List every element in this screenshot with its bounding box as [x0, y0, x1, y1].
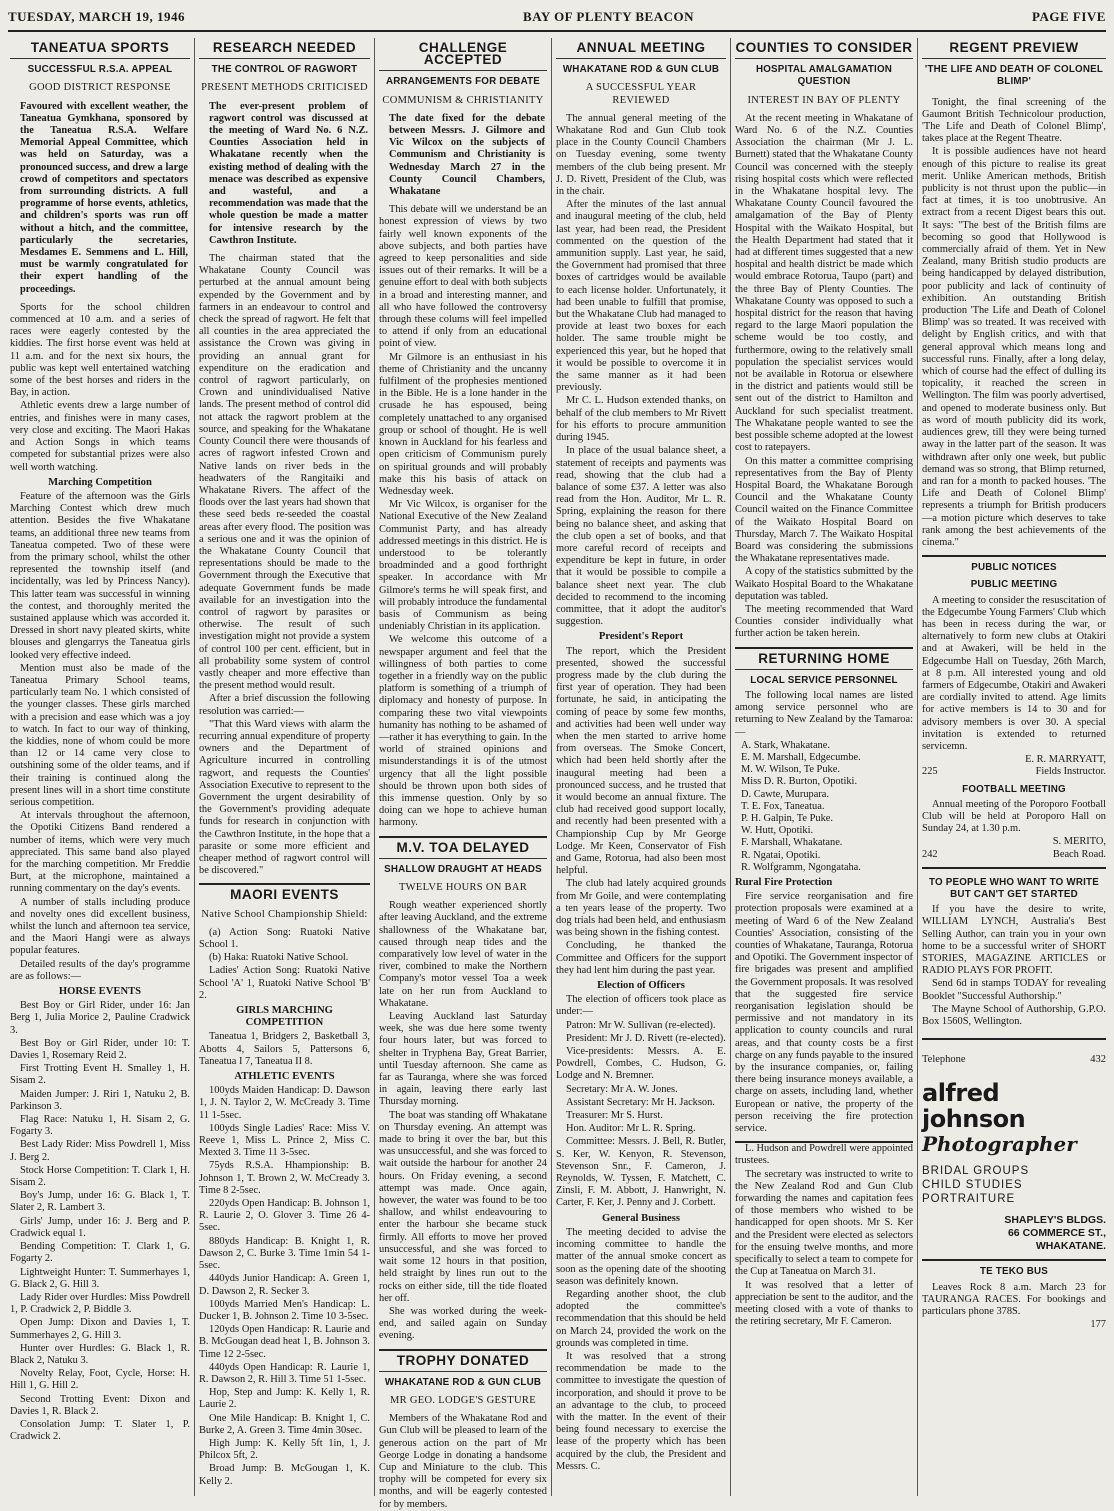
paragraph: We welcome this outcome of a newspaper argument and feel that the willingness of both parties to come together in a friendly way on the public platform is something of a triumph of diplomacy and honesty of purpose. In comparing these two vital viewpoints humanity has nothing to be ashamed of—rather it has everything to gain. In the world of strained opinions and misunderstandings it is of the utmost urgency that all the light possible should be thrown upon both sides of this immense question. Only by so doing can we hope to achieve human harmony. — [379, 634, 547, 829]
paragraph: Mr Vic Wilcox, is organiser for the National Executive of the New Zealand Communist Party, and has already addressed meetings in this district. He is understood to be tolerantly broadminded and a good forthright speaker. In accordance with Mr Gilmore's terms he will speak first, and will probably introduce the fundamental basis of Communism as being undeniably Christian in its application. — [379, 499, 547, 633]
officer-item: Secretary: Mr A. W. Jones. — [566, 1083, 678, 1095]
section-heading: GIRLS MARCHING COMPETITION — [236, 1005, 333, 1029]
result-item: 880yds Handicap: B. Knight 1, R. Dawson 2, C. Burke 3. Time 1min 54 1-5sec. — [199, 1235, 370, 1272]
telephone-label: Telephone — [922, 1054, 966, 1066]
signature-role: Beach Road. — [1052, 848, 1106, 860]
subheadline: COMMUNISM & CHRISTIANITY — [382, 94, 544, 106]
intro-paragraph: The ever-present problem of ragwort control was discussed at the meeting of Ward No. 6 N.Z. Counties Association held in Whakatane recently when the existing method of dealing with the menace was described as expensive and wasteful, and a recommendation was made that the whole question be made a matter for intensive research by the Cawthron Institute. — [209, 100, 368, 246]
paragraph: Feature of the afternoon was the Girls Marching Contest which drew much attention. Besides the five Whakatane teams, an additional three new teams from Taneatua competed. Two of these were from the primary school, whilst the other represented the township itself (and incidentally, was led by Princess Nancy). This latter team was successful in winning the contest, and thoroughly merited the sustained applause which was accorded it. Dressed in short navy pleated skirts, white blouses and glengarrys the Taneatua girls looked very effective indeed. — [10, 490, 190, 661]
paragraph: This debate will we understand be an honest expression of views by two fairly well known exponents of the above subjects, and both parties have agreed to keep personalities and side issues out of their remarks. It will be a genuine effort to deal with both subjects in a broad and interesting manner, and all who have followed the controversy through these colums will feel impelled to attend if only from an educational point of view. — [379, 204, 547, 350]
result-item: Best Boy or Girl Rider, under 16: Jan Berg 1, Julia Morice 2, Pauline Cradwick 3. — [10, 1000, 190, 1036]
subheadline: WHAKATANE ROD & GUN CLUB — [562, 64, 720, 76]
signature-role: Fields Instructor. — [1035, 766, 1106, 778]
paragraph: The club had lately acquired grounds from Mr Goile, and were contemplating a ten years lease of the property. Two dog trials had been held, and enthusiasm was being shown in the fishing contest. — [556, 878, 726, 939]
list-item: E. M. Marshall, Edgecumbe. — [741, 751, 861, 763]
list-item: A. Stark, Whakatane. — [741, 739, 830, 751]
result-item: Second Trotting Event: Dixon and Davies 1, R. Black 2. — [10, 1393, 190, 1417]
advertised-services — [922, 1164, 1106, 1206]
officer-item: Treasurer: Mr S. Hurst. — [566, 1110, 663, 1122]
list-item: F. Marshall, Whakatane. — [741, 837, 843, 849]
headline: CHALLENGE ACCEPTED — [379, 42, 547, 71]
intro-paragraph: The date fixed for the debate between Messrs. J. Gilmore and Vic Wilcox on the subjects of Communism and Christianity is Wednesday March 27 in the County Council Chambers, Whakatane — [389, 112, 545, 198]
paragraph: Detailed results of the day's programme are as follows:— — [10, 958, 190, 982]
address-line: WHAKATANE. — [1035, 1240, 1106, 1253]
result-item: Best Boy or Girl Rider, under 10: T. Davies 1, Rosemary Reid 2. — [10, 1037, 190, 1062]
result-item: Stock Horse Competition: T. Clark 1, H. Sisam 2. — [10, 1164, 190, 1189]
result-item: 100yds Married Men's Handicap: L. Ducker 1, B. Johnson 2. Time 10 3-5sec. — [199, 1298, 370, 1322]
subheadline: MR GEO. LODGE'S GESTURE — [390, 1394, 536, 1406]
column-rule — [551, 38, 552, 1496]
list-item: M. W. Wilson, Te Puke. — [741, 764, 840, 776]
result-item: Boy's Jump, under 16: G. Black 1, T. Slater 2, R. Lambert 3. — [10, 1190, 190, 1214]
section-heading: Election of Officers — [597, 980, 685, 992]
paragraph: Rough weather experienced shortly after leaving Auckland, and the extreme shallowness of the Whakatane bar, caused through neap tides and the comparatively low level of water in the river, combined to make the Northern Company's motor vessel Toa a week late on her run from Auckland to Whakatane. — [379, 900, 547, 1009]
list-item: P. H. Galpin, Te Puke. — [741, 812, 834, 824]
paragraph: Mr C. L. Hudson extended thanks, on behalf of the club members to Mr Rivett for his efforts to procure ammunition during 1945. — [556, 395, 726, 444]
section-heading: Rural Fire Protection — [735, 877, 833, 888]
notice-number: 177 — [1090, 1319, 1106, 1331]
result-item: High Jump: K. Kelly 5ft 1in, 1, J. Philcox 5ft, 2. — [199, 1437, 370, 1462]
result-item: Consolation Jump: T. Slater 1, P. Cradwick 2. — [10, 1418, 190, 1443]
headline: COUNTIES TO CONSIDER — [735, 42, 913, 59]
list-item: Miss D. R. Burton, Opotiki. — [741, 776, 858, 788]
masthead-page: PAGE FIVE — [1032, 9, 1106, 24]
column-counties-to-consider — [735, 38, 913, 1498]
result-item: Girls' Jump, under 16: J. Berg and P. Cradwick equal 1. — [10, 1215, 190, 1239]
paragraph: A number of stalls including produce and novelty ones did excellent business, whilst the lunch and afternoon tea service, and the Maori Hangi were as always popular features. — [10, 896, 190, 957]
headline: RETURNING HOME — [735, 653, 913, 670]
column-research-needed — [199, 38, 370, 1498]
subheadline: GOOD DISTRICT RESPONSE — [29, 82, 171, 94]
headline: TANEATUA SPORTS — [10, 42, 190, 59]
result-item: Novelty Relay, Foot, Cycle, Horse: H. Hill 1, G. Hill 2. — [10, 1368, 190, 1392]
service-item: CHILD STUDIES — [922, 1179, 1023, 1192]
result-item: Bending Competition: T. Clark 1, G. Fogarty 2. — [10, 1241, 190, 1265]
list-item: R. Wolfgramm, Ngongataha. — [741, 861, 861, 873]
paragraph: It was resolved that a letter of appreciation be sent to the auditor, and the meeting closed with a vote of thanks to the retiring secretary, Mr F. Cameron. — [735, 1279, 913, 1328]
result-item: Best Lady Rider: Miss Powdrell 1, Miss J. Berg 2. — [10, 1139, 190, 1163]
paragraph: The report, which the President presented, showed the successful progress made by the club during the first year of operation. They had been fortunate, he said, in anticipating the coming of peace by some few months, and activities had been well under way when the men started to arrive home from overseas. The Smoke Concert, which had been held shortly after the inaugural meeting had been a pronounced success, and he trusted that it would become an annual fixture. The club had received good support locally, and recently had been presented with a Championship Cup by Mr George Lodge. Mr Keen, Conservator of Fish and Game, Rotorua, had also been most helpful. — [556, 645, 726, 877]
paragraph: Sports for the school children commenced at 10 a.m. and a series of races were eagerly contested by the kiddies. The first horse event was held at 11 a.m. and for the next six hours, the public was kept well entertained watching some of the best horses and riders in the Bay, in action. — [10, 301, 190, 399]
paragraph: It is possible audiences have not heard enough of this picture to realise its great merit. Unlike American methods, British publicity is not thrust upon the public—in fact at times, it is too unobtrusive. An extract from a recent Digest bears this out. It says: "The best of the British films are becoming so good that Hollywood is commercially afraid of them. Yet in New Zealand, many British studio products are being handicapped by delayed distribution, poor publicity and lack of continuity of exhibition. An outstanding British production 'The Life and Death of Colonel Blimp' was so treated. It was received with delight by English critics, and with that general approval which means long and successful runs. Finally, after a long delay, which of course had the effect of dulling its topicality, it reached the screen in Wellington. The film was poorly advertised, and opened to moderate business only. But as word of mouth publicity did its work, audiences grew, till they were being turned away in the latter part of the season. It was withdrawn after only one week, but public demand was so strong, that Blimp returned, and ran for a month to packed houses. 'The Life and Death of Colonel Blimp' represents a triumph for British producers—a motion picture which deserves to take rank among the best achievements of the cinema." — [922, 146, 1106, 548]
column-annual-meeting — [556, 38, 726, 1498]
result-item: 440yds Junior Handicap: A. Green 1, D. Dawson 2, R. Secker 3. — [199, 1273, 370, 1297]
paragraph: The Mayne School of Authorship, G.P.O. Box 1560S, Wellington. — [922, 1003, 1106, 1028]
result-item: Hunter over Hurdles: G. Black 1, R. Black 2, Natuku 3. — [10, 1342, 190, 1366]
result-item: Open Jump: Dixon and Davies 1, T. Summerhayes 2, G. Hill 3. — [10, 1317, 190, 1341]
paragraph: "That this Ward views with alarm the recurring annual expenditure of property owners and the Department of Agriculture incurred in controlling ragwort, and requests the Counties' Association Executive to represent to the Government the urgent desirability of the Government's providing adequate funds for research in conjunction with the Cawthron Institute, in the hope that a parasite or some more efficient and cheaper method of ragwort control will be discovered." — [199, 718, 370, 877]
notice-title: PUBLIC MEETING — [970, 579, 1058, 591]
notice-title: FOOTBALL MEETING — [962, 783, 1066, 795]
advertiser-name: alfred johnson — [922, 1079, 1026, 1134]
section-heading: Marching Competition — [48, 476, 152, 488]
paragraph: (b) Haka: Ruatoki Native School. — [209, 952, 349, 964]
notices-heading: PUBLIC NOTICES — [971, 562, 1057, 574]
paragraph: Annual meeting of the Poroporo Football Club will be held at Poroporo Hall on Sunday 24, at 1.30 p.m. — [922, 798, 1106, 835]
list-item: T. E. Fox, Taneatua. — [741, 800, 825, 812]
headline: TROPHY DONATED — [379, 1355, 547, 1372]
result-item: One Mile Handicap: B. Knight 1, C. Burke 2, A. Green 3. Time 4min 30sec. — [199, 1412, 370, 1436]
paragraph: Tonight, the final screening of the Gaumont British Technicolour production, 'The Life and Death of Colonel Blimp', takes place at the Regent Theatre. — [922, 96, 1106, 145]
headline: REGENT PREVIEW — [922, 42, 1106, 59]
result-item: Hop, Step and Jump: K. Kelly 1, R. Laurie 2. — [199, 1387, 370, 1411]
paragraph: After the minutes of the last annual and inaugural meeting of the club, held last year, had been read, the President commented on the question of the ammunition supply. Last year, he said, the Government had promised that three boxes of cartridges would be available to each license holder. Unfortunately, it had been unable to fulfill that promise, but the Whakatane Club had managed to provide at least two boxes for each holder. The same trouble might be experienced this year, but he hoped that it would be possible to overcome it in the same manner as it had been previously. — [556, 199, 726, 394]
telephone-number: 432 — [1090, 1054, 1106, 1066]
column-rule — [917, 38, 918, 1496]
section-heading: President's Report — [598, 631, 684, 643]
ad-heading: TE TEKO BUS — [979, 1266, 1049, 1278]
section-heading: ATHLETIC EVENTS — [234, 1071, 335, 1083]
advertiser-address — [922, 1214, 1106, 1253]
notice-number: 242 — [922, 848, 938, 860]
paragraph: (a) Action Song: Ruatoki Native School 1. — [199, 926, 370, 951]
section-heading: General Business — [602, 1212, 680, 1224]
paragraph: At the recent meeting in Whakatane of Ward No. 6 of the N.Z. Counties Association the chairman (Mr J. L. Burnett) stated that the Whakatane County Council was concerned with the steeply rising hospital costs which were reflected in the Whakatane hospital levy. The Whakatane County Council favoured the amalgamation of the Bay of Plenty Hospital with the Waikato Hospital, but the Health Department had stated that it had at different times suggested that a new hospital and health district be made which would embrace Rotorua, Taupo (part) and the three Bay of Plenty Counties. The Whakatane County was opposed to such a hospital district for the reason that having regard to the large Maori population the scheme would be too costly, and furthermore, owing to the relatively small population the specialist services would not be available in Rotorua or elsewhere in the district and patients would still be sent out of the district to Hamilton and Auckland for such specialist treatment. The Whakatane people wanted to see the best possible scheme adopted at the lowest cost to ratepayers. — [735, 112, 913, 454]
result-item: 220yds Open Handicap: B. Johnson 1, R. Laurie 2, O. Glover 3. Time 26 4-5sec. — [199, 1198, 370, 1234]
paragraph: Athletic events drew a large number of entries, and finishes were in many cases, very close and exciting. The Maori Hakas and Action Songs in which teams competed for substantial prizes were also well worth watching. — [10, 400, 190, 473]
paragraph: It was resolved that a strong recommendation be made to the committee to investigate the question of incorporation, and should it prove to be an advantage to the club, to proceed with the matter. In the event of their being found necessary to exercise the lease of the property which has been acquired by the club, the President and Messrs. C. — [556, 1350, 726, 1472]
paragraph: She was worked during the week-end, and sailed again on Sunday evening. — [379, 1305, 547, 1342]
column-rule — [730, 38, 731, 1496]
personnel-list — [735, 740, 913, 874]
officer-item: Committee: Messrs. J. Bell, R. Butler, S. Ker, W. Kenyon, R. Stevenson, Stevenson Snr., F. Cameron, J. Reynolds, W. Tyssen, F. Matchett, C. Zinsli, F. M. Abbott, J. Hanwright, N. Carter, F. Ker, J. Penny and J. Corbett. — [556, 1136, 726, 1209]
paragraph: The chairman stated that the Whakatane County Council was perturbed at the annual amount being expended by the Government and by farmers in an endeavour to control and check the spread of ragwort. He felt that all counties in the area appreciated the assistance the Crown was giving in providing an annual grant for expenditure on the eradication and control of ragwort particularly, on Crown and unindividualised Native lands. The present method of control did not attack the ragwort problem at the source, and speaking for the Whakatane County Council there were thousands of acres of ragwort infested Crown and Native lands on river beds in the headwaters of the Rangitaiki and Whakatane Rivers. The affect of the floods over the last years had shown that these seed beds re-seeded the coastal areas after every flood. The position was a serious one and it was the opinion of the Whakatane County Council that representations should be made to the Government through the Executive that adequate Government funds be made available for an investigation into the control of ragwort by parasites or otherwise. The result of such investigation might not provide a system of control 100 per cent. efficient, but in all probability some system of control vastly cheaper and more effective than the present method would result. — [199, 253, 370, 692]
paragraph: Regarding another shoot, the club adopted the committee's recommendation that this should be held on March 24, provided the work on the grounds was completed in time. — [556, 1288, 726, 1349]
headline: M.V. TOA DELAYED — [379, 842, 547, 859]
subheadline: Native School Championship Shield: — [201, 908, 368, 920]
paragraph: Leaves Rock 8 a.m. March 23 for TAURANGA RACES. For bookings and particulars phone 378S. — [922, 1281, 1106, 1318]
result-item: 120yds Open Handicap: R. Laurie and B. McGougan dead heat 1, B. Johnson 3. Time 12 2-5sec. — [199, 1324, 370, 1360]
result-item: 440yds Open Handicap: R. Laurie 1, R. Dawson 2, R. Hill 3. Time 51 1-5sec. — [199, 1361, 370, 1385]
paragraph: In place of the usual balance sheet, a statement of receipts and payments was read, showing that the club had a balance of some £37. A letter was also read from the Hon. Auditor, Mr L. R. Spring, explaining the reason for there being no balance sheet, and asking that the club open a set of books, and that more careful record of receipts and expenditure be kept in future, in order that it would be possible to compile a balance sheet next year. The club decided to recommend to the incoming committee, that it adopt the auditor's suggestion. — [556, 445, 726, 628]
list-item: D. Cawte, Murupara. — [741, 788, 830, 800]
subheadline: TWELVE HOURS ON BAR — [398, 882, 528, 893]
list-item: R. Ngatai, Opotiki. — [741, 849, 821, 861]
service-item: PORTRAITURE — [922, 1193, 1016, 1206]
subheadline: HOSPITAL AMALGAMATION QUESTION — [755, 64, 893, 88]
headline: ANNUAL MEETING — [556, 42, 726, 59]
paragraph: At intervals throughout the afternoon, the Opotiki Citizens Band rendered a number of items, which were very much appreciated. This same band also played for the marching competition. Mr Freddie Burt, at the microphone, maintained a running commentary on the day's events. — [10, 810, 190, 895]
masthead — [8, 4, 1106, 32]
result-item: 75yds R.S.A. Hhampionship: B. Johnson 1, T. Brown 2, W. McCready 3. Time 8 2-5sec. — [199, 1160, 370, 1196]
paragraph: The boat was standing off Whakatane on Thursday evening. An attempt was made to bring it over the bar, but this was unsuccessful, and she was forced to wait outside the harbour for another 24 hours. On Friday evening, a second attempt was made. Once again, however, the water was found to be too shallow, and whilst endeavouring to enter the harbour she became stuck firmly. All efforts to move her proved unsuccessful, and she was forced to wait some 12 hours in that position, held straight by lines run out to the rocks on either side, till the tide floated her off. — [379, 1109, 547, 1304]
paragraph: Mention must also be made of the Taneatua Primary School teams, particularly team No. 1 which consisted of the younger classes. These girls marched with a precision and ease which was a joy to watch. In fact to our way of thinking, the kiddies, none of whom could be more than 12 or 14 came very close to outshining some of the older teams, and if their training is continued along the present lines will in a short time constitute serious competition. — [10, 662, 190, 808]
officer-item: President: Mr J. D. Rivett (re-elected). — [566, 1032, 726, 1044]
result-item: Lady Rider over Hurdles: Miss Powdrell 1, P. Cradwick 2, P. Biddle 3. — [10, 1291, 190, 1316]
column-challenge-accepted — [379, 38, 547, 1510]
ad-heading: TO PEOPLE WHO WANT TO WRITE BUT CAN'T GET STARTED — [929, 876, 1099, 900]
subheadline: INTEREST IN BAY OF PLENTY — [747, 94, 901, 106]
service-item: BRIDAL GROUPS — [922, 1165, 1030, 1178]
paragraph: The meeting decided to advise the incoming committee to handle the matter of the annual smoke concert as soon as the opening date of the shooting season was definitely known. — [556, 1226, 726, 1287]
paragraph: The secretary was instructed to write to the New Zealand Rod and Gun Club forwarding the names and capitation fees of those members who wished to be handicapped for open shoots. Mr S. Ker and the President were elected as selectors for the ensuing twelve months, and more specifically to select a team to compete for the Cup at Taneatua on March 31. — [735, 1168, 914, 1278]
result-item: Lightweight Hunter: T. Summerhayes 1, G. Black 2, G. Hill 3. — [10, 1266, 190, 1290]
masthead-date: TUESDAY, MARCH 19, 1946 — [8, 9, 186, 24]
paragraph: A copy of the statistics submitted by the Waikato Hospital Board to the Whakatane deputation was tabled. — [735, 566, 913, 602]
paragraph: Send 6d in stamps TODAY for revealing Booklet "Successful Authorship." — [922, 978, 1106, 1002]
subheadline: SUCCESSFUL R.S.A. APPEAL — [27, 64, 173, 76]
paragraph: The meeting recommended that Ward Counties consider individually what further action be taken herein. — [735, 603, 913, 640]
result-item: 100yds Maiden Handicap: D. Dawson 1, J. N. Taylor 2, W. McCready 3. Time 11 1-5sec. — [199, 1085, 370, 1121]
advertiser-trade: Photographer — [922, 1132, 1077, 1157]
subheadline: 'THE LIFE AND DEATH OF COLONEL BLIMP' — [924, 64, 1104, 88]
signature: E. R. MARRYATT, — [1025, 754, 1106, 766]
section-heading: HORSE EVENTS — [58, 986, 142, 998]
paragraph: If you have the desire to write, WILLIAM LYNCH, Australia's Best Selling Author, can train you in your own home to be a successful writer of SHORT STORIES, MAGAZINE ARTICLES or RADIO PLAYS FOR PROFIT. — [922, 904, 1106, 977]
officer-item: Hon. Auditor: Mr L. R. Spring. — [566, 1123, 696, 1135]
address-line: SHAPLEY'S BLDGS. — [1004, 1214, 1106, 1227]
column-rule — [374, 38, 375, 1496]
telephone-line — [922, 1054, 1106, 1066]
paragraph: The annual general meeting of the Whakatane Rod and Gun Club took place in the County Council Chambers on Tuesday evening, some twenty members of the club being present. Mr J. D. Rivett, President of the Club, was in the chair. — [556, 112, 726, 198]
officer-item: Vice-presidents: Messrs. A. E. Powdrell, Combes, C. Hudson, G. Lodge and N. Bremner. — [556, 1046, 726, 1082]
notice-number: 225 — [922, 766, 938, 778]
paragraph: Leaving Auckland last Saturday week, she was due here some twenty four hours later, but was forced to shelter in Tryphena Bay, Great Barrier, until Tuesday afternoon. She came as far as Tauranga, where she was forced in again, leaving there early last Thursday morning. — [379, 1011, 547, 1108]
subheadline: A SUCCESSFUL YEAR REVIEWED — [585, 82, 697, 106]
result-item: Flag Race: Natuku 1, H. Sisam 2, G. Fogarty 3. — [10, 1114, 190, 1138]
paragraph: Taneatua 1, Bridgers 2, Basketball 3, Abotts 4, Sailors 5, Pattersons 6, Taneatua I 7, Taneatua II 8. — [199, 1031, 370, 1067]
result-item: Maiden Jumper: J. Riri 1, Natuku 2, B. Parkinson 3. — [10, 1088, 190, 1112]
column-rule — [194, 38, 195, 1496]
paragraph: Ladies' Action Song: Ruatoki Native School 'A' 1, Ruatoki Native School 'B' 2. — [199, 965, 370, 1001]
paragraph: Mr Gilmore is an enthusiast in his theme of Christianity and the uncanny fulfilment of the prophesies mentioned in the Bible. He is a lone hander in the crusade he has espoused, being completely unattached to any organised group or school of thought. He is well known in Auckland for his fearless and open criticism of Communism purely on spiritual grounds and will probably make this his basis of attack on Wednesday week. — [379, 351, 547, 497]
headline: MAORI EVENTS — [230, 887, 339, 903]
paragraph: Fire service reorganisation and fire protection proposals were examined at a meeting of Ward 6 of the New Zealand Counties' Association, consisting of the counties of Whakatane, Tauranga, Rotorua and Opotiki. The Government inspector of fire brigades was present and amplified the Government proposals. It was resolved that the suggested fire service reorganisation legislation should be permissive and not mandatory in its application to county councils and rural areas, and that county costs be a first charge on any funds payable to the insured by the insurance companies, or, failing there being insurance moneys available, a charge on assets, including land, whether European or native, the property of the person receiving the fire protection service. — [735, 891, 913, 1135]
paragraph: Concluding, he thanked the Committee and Officers for the support they had lent him during the past year. — [556, 940, 726, 976]
signature: S. MERITO, — [1052, 836, 1106, 848]
column-taneatua-sports — [10, 38, 190, 1498]
paragraph: The election of officers took place as under:— — [556, 994, 726, 1018]
result-item: 100yds Single Ladies' Race: Miss V. Reeve 1, Miss L. Prince 2, Miss C. Mexted 3. Time 11 3-5sec. — [199, 1122, 370, 1159]
column-regent-preview — [922, 38, 1106, 1498]
paragraph: Members of the Whakatane Rod and Gun Club will be pleased to learn of the generous action on the part of Mr George Lodge in donating a handsome Cup and Miniature to the club. This trophy will be competed for every six months, and will be eagerly contested for by members. — [379, 1413, 547, 1510]
masthead-title: BAY OF PLENTY BEACON — [523, 9, 695, 24]
paragraph: L. Hudson and Powdrell were appointed trustees. — [735, 1143, 913, 1167]
paragraph: On this matter a committee comprising representatives from the Bay of Plenty Hospital Board, the Whakatane Borough Council and the Whakatane County Council waited on the Finance Committee of the Waikato Hospital Board on Thursday, March 7. The Waikato Hospital Board was considering the submissions the Whakatane representatives made. — [735, 455, 913, 565]
subheadline: PRESENT METHODS CRITICISED — [201, 82, 368, 94]
officer-item: Assistant Secretary: Mr H. Jackson. — [566, 1096, 715, 1108]
paragraph: After a brief discussion the following resolution was carried:— — [199, 693, 370, 717]
officer-item: Patron: Mr W. Sullivan (re-elected). — [566, 1019, 716, 1031]
subheadline: SHALLOW DRAUGHT AT HEADS — [384, 863, 542, 875]
subheadline: LOCAL SERVICE PERSONNEL — [750, 674, 898, 686]
subheadline: WHAKATANE ROD & GUN CLUB — [384, 1376, 542, 1388]
intro-paragraph: Favoured with excellent weather, the Taneatua Gymkhana, sponsored by the Taneatua R.S.A. Welfare Memorial Appeal Committee, which was held on Saturday, was a pronounced success, and drew a large crowd of competitors and spectators from surrounding districts. A full programme of horse events, athletics, and children's sports was run off without a hitch, and the committee, particularly the secretaries, Mesdames E. Semmens and L. Hill, must be warmly congratulated for their expert handling of the proceedings. — [20, 100, 188, 295]
address-line: 66 COMMERCE ST., — [1007, 1227, 1106, 1240]
result-item: Broad Jump: B. McGougan 1, K. Kelly 2. — [199, 1463, 370, 1487]
paragraph: The following local names are listed among service personnel who are returning to New Zealand by the Tamaroa:— — [735, 689, 913, 738]
list-item: W. Hutt, Opotiki. — [741, 825, 814, 837]
headline: RESEARCH NEEDED — [199, 42, 370, 59]
result-item: First Trotting Event H. Smalley 1, H. Sisam 2. — [10, 1063, 190, 1087]
subheadline: ARRANGEMENTS FOR DEBATE — [385, 76, 541, 88]
subheadline: THE CONTROL OF RAGWORT — [211, 64, 358, 76]
paragraph: A meeting to consider the resuscitation of the Edgecumbe Young Farmers' Club which has been in recess during the war, or alternatively to form new clubs at Otakiri and at Awakeri, will be held in the Edgecumbe Hall on Tuesday, 26th March, at 8 p.m. All interested young and old farmers of Edgecumbe, Otakiri and Awakeri are cordially invited to attend. Age limits for active members is 14 to 30 and for advisory members is over 30. A special invitation is extended to returned servicemn. — [922, 594, 1106, 752]
